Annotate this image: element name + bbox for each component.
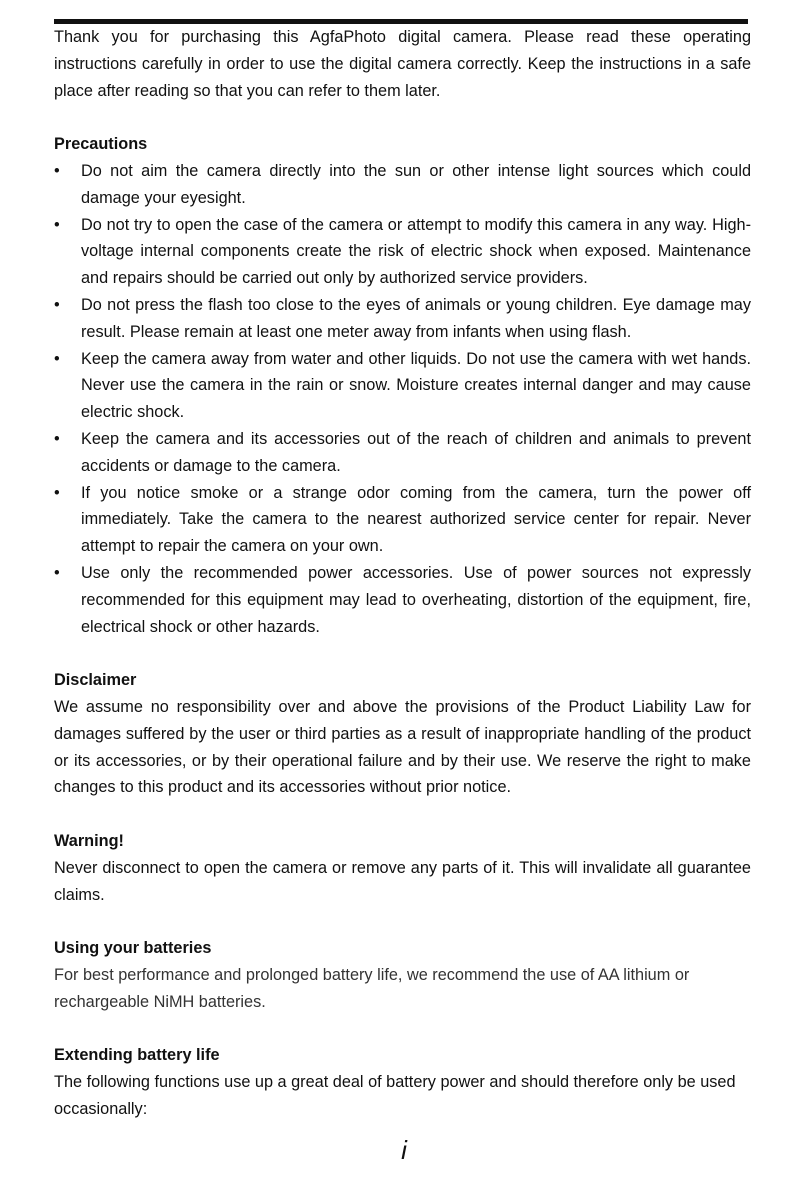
precaution-item: • Do not try to open the case of the camera or attempt to modify this camera in any way. High-voltage internal components create the risk of electric shock when exposed. Maintenance and repairs should be carried out only by authorized service providers. <box>54 212 751 292</box>
precautions-heading: Precautions <box>54 135 148 154</box>
batteries-text: For best performance and prolonged battery life, we recommend the use of AA lithium or rechargeable NiMH batteries. <box>54 965 690 1011</box>
precaution-item: • Do not press the flash too close to the eyes of animals or young children. Eye damage may result. Please remain at least one meter away from infants when using flash. <box>54 292 751 346</box>
precaution-item: • Keep the camera away from water and other liquids. Do not use the camera with wet hands. Never use the camera in the rain or snow. Moisture creates internal danger and may cause electric shock. <box>54 346 751 426</box>
spacer <box>54 640 751 667</box>
extending-text: The following functions use up a great deal of battery power and should therefore only be used occasionally: <box>54 1073 736 1118</box>
precaution-item: • If you notice smoke or a strange odor coming from the camera, turn the power off immediately. Take the camera to the nearest authorized service center for repair. Never attempt to repair the camera on your own. <box>54 480 751 560</box>
precautions-list <box>54 158 751 640</box>
disclaimer-text: We assume no responsibility over and above the provisions of the Product Liability Law for damages suffered by the user or third parties as a result of inappropriate handling of the product or its accessories, or by their operational failure and by their use. We reserve the right to make changes to this product and its accessories without prior notice. <box>54 697 751 797</box>
precaution-item: • Keep the camera and its accessories out of the reach of children and animals to prevent accidents or damage to the camera. <box>54 426 751 480</box>
warning-text: Never disconnect to open the camera or remove any parts of it. This will invalidate all guarantee claims. <box>54 858 751 904</box>
document-body <box>54 24 751 1123</box>
batteries-heading: Using your batteries <box>54 939 212 958</box>
page-number: i <box>401 1135 407 1165</box>
warning-heading: Warning! <box>54 831 124 850</box>
precaution-item: • Use only the recommended power accessories. Use of power sources not expressly recommended for this equipment may lead to overheating, distortion of the equipment, fire, electrical shock or other hazards. <box>54 560 751 640</box>
spacer <box>54 104 751 131</box>
intro-paragraph: Thank you for purchasing this AgfaPhoto digital camera. Please read these operating instructions carefully in order to use the digital camera correctly. Keep the instructions in a safe place after reading so that you can refer to them later. <box>54 28 751 100</box>
spacer <box>54 801 751 828</box>
extending-heading: Extending battery life <box>54 1046 220 1065</box>
spacer <box>54 1015 751 1042</box>
disclaimer-heading: Disclaimer <box>54 671 137 690</box>
spacer <box>54 908 751 935</box>
precaution-item: • Do not aim the camera directly into the sun or other intense light sources which could damage your eyesight. <box>54 158 751 212</box>
